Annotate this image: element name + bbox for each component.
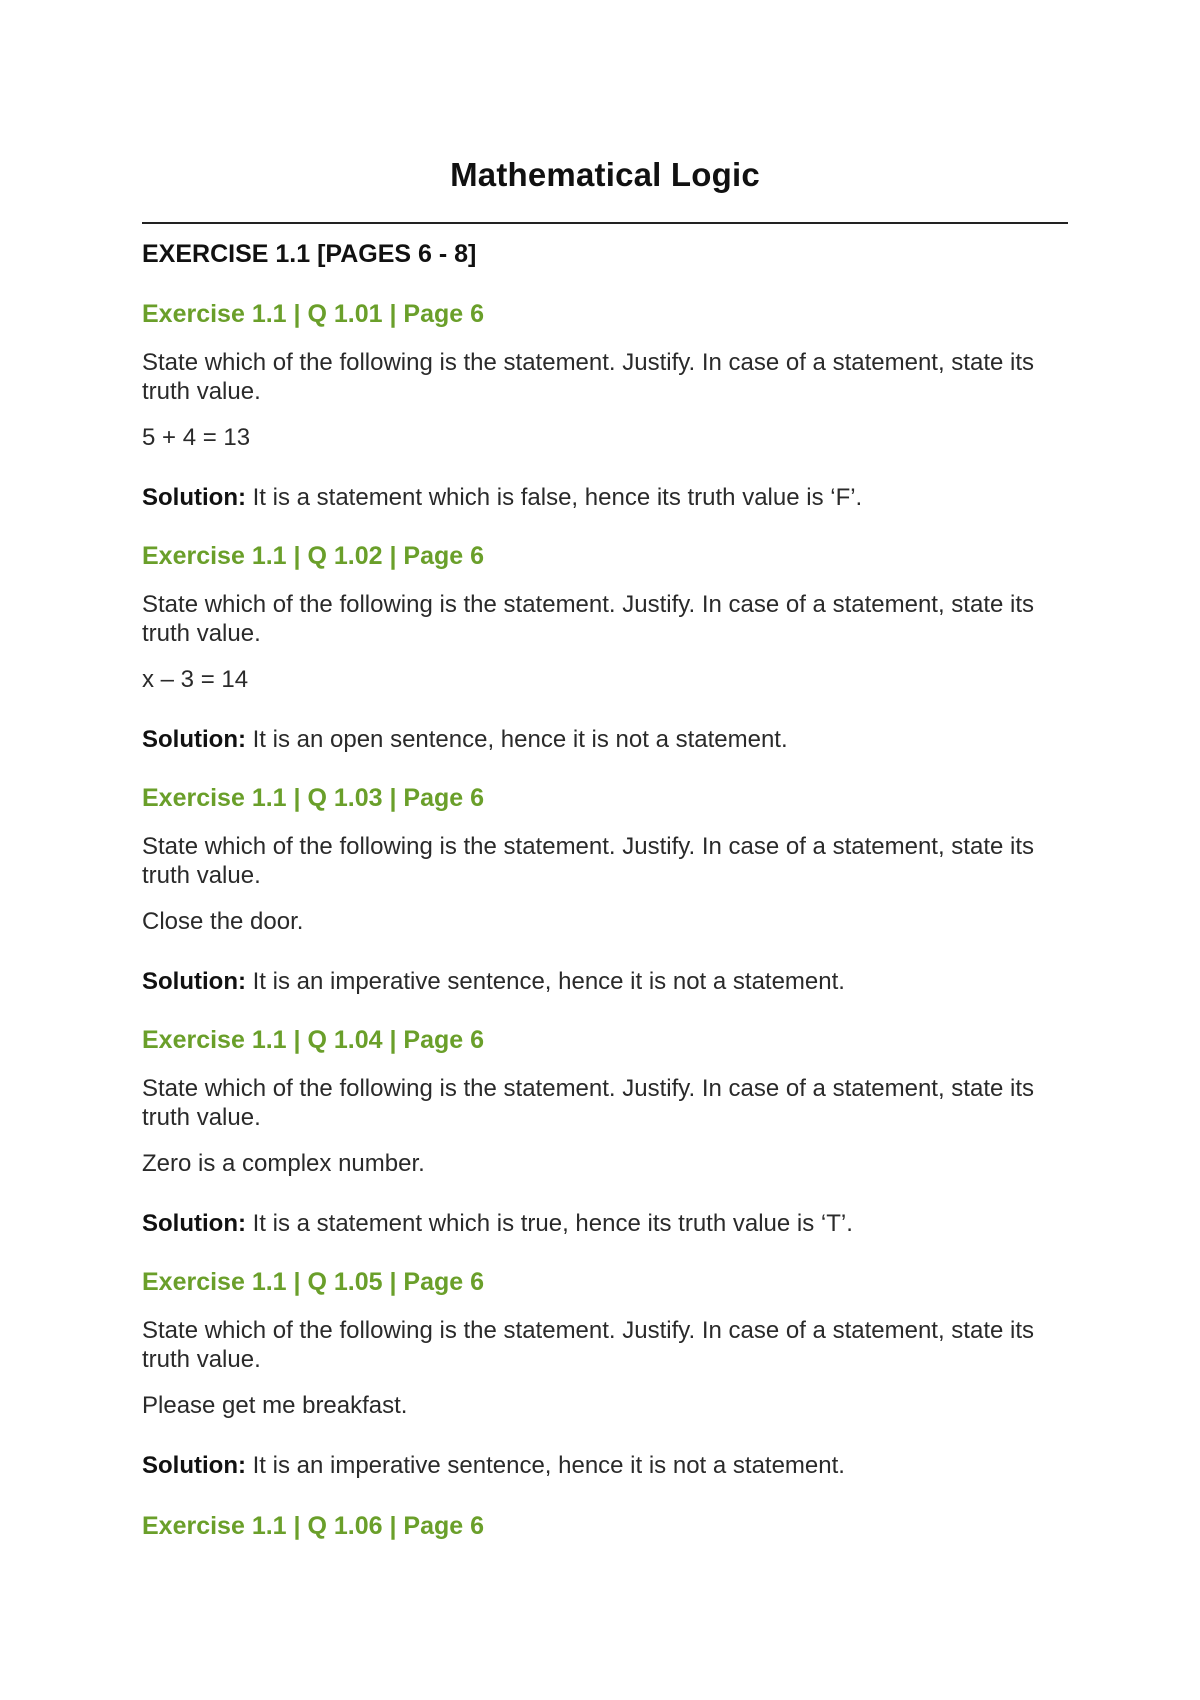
solution-label: Solution: xyxy=(142,726,246,753)
question-reference: Exercise 1.1 | Q 1.06 | Page 6 xyxy=(142,1512,484,1540)
question-block xyxy=(142,300,1068,542)
question-item: Close the door. xyxy=(142,908,304,935)
exercise-heading: EXERCISE 1.1 [PAGES 6 - 8] xyxy=(142,240,477,268)
solution-label: Solution: xyxy=(142,1210,246,1237)
solution-label: Solution: xyxy=(142,1452,246,1479)
question-reference: Exercise 1.1 | Q 1.04 | Page 6 xyxy=(142,1026,484,1054)
solution-text: It is a statement which is false, hence its truth value is ‘F’. xyxy=(245,484,863,511)
question-block xyxy=(142,1268,1068,1510)
solution xyxy=(142,1210,853,1238)
solution xyxy=(142,726,788,754)
question-block xyxy=(142,1026,1068,1268)
solution-label: Solution: xyxy=(142,968,246,995)
question-block xyxy=(142,542,1068,784)
question-block xyxy=(142,784,1068,1026)
question-text: State which of the following is the statement. Justify. In case of a statement, state its truth value. xyxy=(142,1075,1034,1131)
question-item: Zero is a complex number. xyxy=(142,1150,425,1177)
question-reference: Exercise 1.1 | Q 1.02 | Page 6 xyxy=(142,542,484,570)
document-title: Mathematical Logic xyxy=(450,156,760,193)
question-text: State which of the following is the statement. Justify. In case of a statement, state its truth value. xyxy=(142,349,1034,405)
question-text: State which of the following is the statement. Justify. In case of a statement, state its truth value. xyxy=(142,591,1034,647)
question-reference: Exercise 1.1 | Q 1.05 | Page 6 xyxy=(142,1268,484,1296)
solution-text: It is an open sentence, hence it is not a statement. xyxy=(245,726,788,753)
question-item: 5 + 4 = 13 xyxy=(142,424,251,451)
question-text: State which of the following is the statement. Justify. In case of a statement, state its truth value. xyxy=(142,1317,1034,1373)
solution-label: Solution: xyxy=(142,484,246,511)
solution xyxy=(142,1452,845,1480)
solution-text: It is a statement which is true, hence its truth value is ‘T’. xyxy=(245,1210,853,1237)
question-reference: Exercise 1.1 | Q 1.03 | Page 6 xyxy=(142,784,484,812)
solution xyxy=(142,968,845,996)
solution-text: It is an imperative sentence, hence it is not a statement. xyxy=(245,1452,845,1479)
question-item: Please get me breakfast. xyxy=(142,1392,408,1419)
question-item: x – 3 = 14 xyxy=(142,666,249,693)
solution xyxy=(142,484,862,512)
title-divider xyxy=(142,222,1068,224)
question-text: State which of the following is the statement. Justify. In case of a statement, state its truth value. xyxy=(142,833,1034,889)
question-reference: Exercise 1.1 | Q 1.01 | Page 6 xyxy=(142,300,484,328)
solution-text: It is an imperative sentence, hence it is not a statement. xyxy=(245,968,845,995)
question-list xyxy=(142,300,1068,1510)
